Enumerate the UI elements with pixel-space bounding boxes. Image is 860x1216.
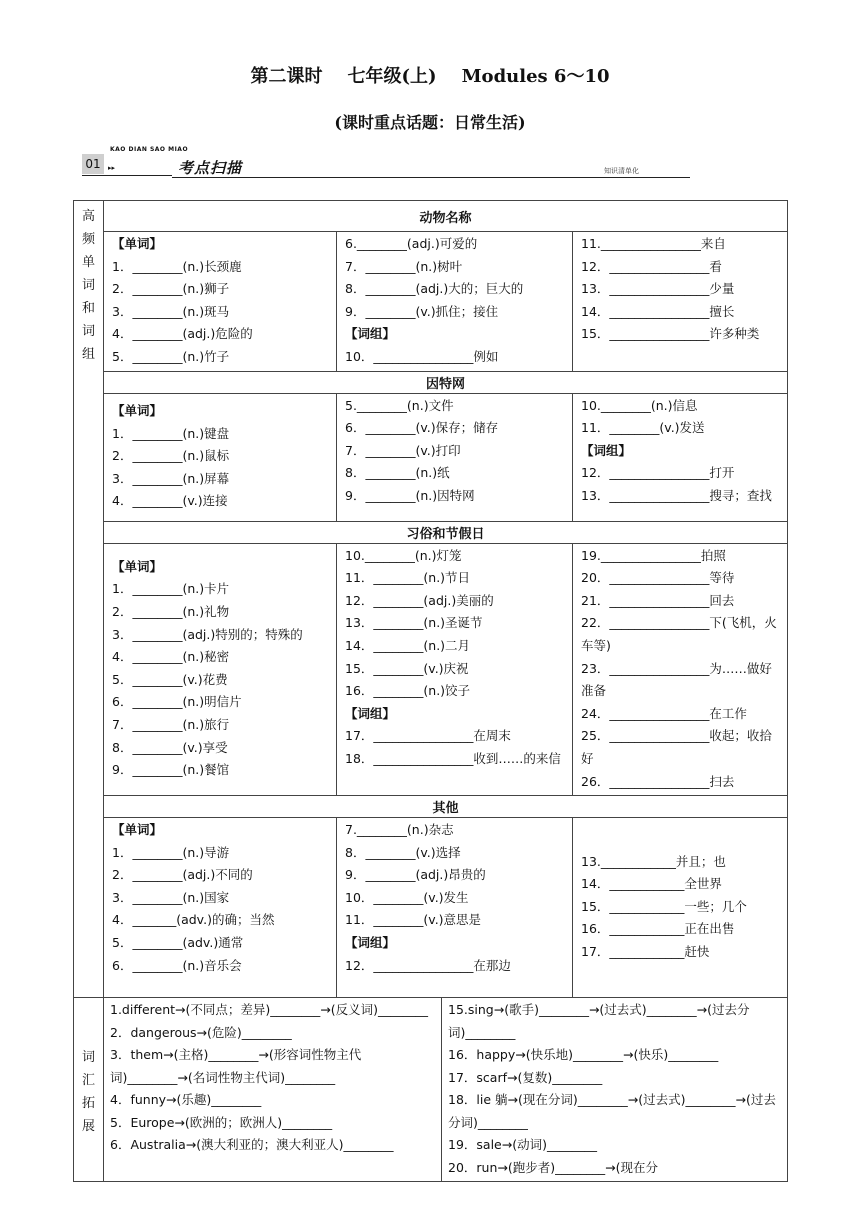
group-label: 【单词】 — [112, 236, 163, 251]
vocab-item: 1．________(n.)导游 — [112, 844, 230, 860]
vocab-item: 12．________________看 — [581, 258, 722, 274]
vocab-item: 11．________(n.)节日 — [345, 570, 471, 586]
vocab-item: 12．________(adj.)美丽的 — [345, 592, 494, 608]
vocab-item: 9．________(adj.)昂贵的 — [345, 867, 486, 883]
vocab-item: 20．________________等待 — [581, 570, 735, 586]
extension-item: 3．them→(主格)________→(形容词性物主代词)________→(名词性物主代词)________ — [110, 1047, 362, 1085]
vocab-item: 5．________(v.)花费 — [112, 671, 228, 687]
vocab-item: 2．________(n.)礼物 — [112, 604, 230, 620]
vocab-item: 10.________(n.)信息 — [581, 397, 698, 413]
vocab-item: 19.________________拍照 — [581, 547, 726, 563]
group-label: 【单词】 — [112, 403, 163, 419]
extension-item: 17．scarf→(复数)________ — [448, 1069, 603, 1085]
vocab-item: 14．____________全世界 — [581, 876, 722, 892]
vocab-item: 2．________(n.)鼠标 — [112, 448, 230, 464]
vocab-item: 10.________(n.)灯笼 — [345, 547, 462, 563]
vocab-item: 13．________________搜寻；查找 — [581, 487, 772, 503]
vocab-item: 11.________________来自 — [581, 236, 726, 251]
group-label: 【词组】 — [581, 442, 632, 458]
vocab-item: 2．________(adj.)不同的 — [112, 867, 253, 883]
section-heading: 其他 — [104, 796, 788, 818]
group-label: 【单词】 — [112, 558, 163, 574]
section-heading: 动物名称 — [104, 201, 788, 232]
vocab-item: 22．________________下(飞机，火车等) — [581, 615, 777, 653]
vocab-item: 9．________(n.)餐馆 — [112, 762, 230, 778]
extension-item: 6．Australia→(澳大利亚的；澳大利亚人)________ — [110, 1137, 394, 1153]
vocab-item: 6．________(n.)音乐会 — [112, 957, 242, 973]
extension-item: 18．lie 躺→(现在分词)________→(过去式)________→(过去分词)________ — [448, 1092, 776, 1130]
group-label: 【词组】 — [345, 326, 396, 342]
vocab-item: 15．________________许多种类 — [581, 326, 760, 342]
vocab-item: 9．________(n.)因特网 — [345, 487, 475, 503]
extension-item: 1.different→(不同点；差异)________→(反义词)________ — [110, 1002, 428, 1018]
vocab-item: 24．________________在工作 — [581, 705, 747, 721]
vocab-table — [73, 200, 788, 1182]
vocab-item: 8．________(adj.)大的；巨大的 — [345, 281, 524, 297]
vocab-item: 7．________(v.)打印 — [345, 442, 461, 458]
extension-item: 4．funny→(乐趣)________ — [110, 1092, 262, 1108]
vocab-item: 14．________________擅长 — [581, 303, 735, 319]
vocab-item: 3．________(n.)屏幕 — [112, 470, 230, 486]
vocab-item: 6．________(v.)保存；储存 — [345, 420, 499, 436]
side-label-extension: 词汇拓展 — [74, 998, 104, 1182]
arrow-icon: ▸▸ — [108, 164, 116, 172]
section-column — [104, 393, 337, 521]
section-column — [573, 543, 788, 796]
section-column — [573, 393, 788, 521]
section-heading: 因特网 — [104, 371, 788, 393]
banner-note: 知识清单化 — [604, 167, 639, 175]
vocab-item: 3．________(n.)斑马 — [112, 303, 230, 319]
section-column — [104, 818, 337, 998]
banner-rule-thick — [82, 175, 172, 176]
vocab-item: 8．________(v.)选择 — [345, 844, 461, 860]
extension-right — [442, 998, 788, 1182]
section-column — [104, 232, 337, 372]
banner-number: 01 — [82, 154, 104, 174]
banner-pinyin: KAO DIAN SAO MIAO — [110, 146, 189, 153]
vocab-item: 12．________________打开 — [581, 465, 735, 481]
section-heading: 习俗和节假日 — [104, 521, 788, 543]
vocab-item: 15．________(v.)庆祝 — [345, 660, 469, 676]
vocab-item: 8．________(n.)纸 — [345, 465, 450, 481]
extension-item: 19．sale→(动词)________ — [448, 1137, 597, 1153]
vocab-item: 14．________(n.)二月 — [345, 637, 471, 653]
vocab-item: 23．________________为……做好准备 — [581, 660, 772, 699]
vocab-item: 2．________(n.)狮子 — [112, 281, 230, 297]
vocab-item: 1．________(n.)键盘 — [112, 425, 230, 441]
section-column — [337, 393, 573, 521]
page-title: 第二课时 七年级(上) Modules 6～10 — [250, 66, 610, 87]
vocab-item: 7．________(n.)树叶 — [345, 258, 463, 274]
group-label: 【词组】 — [345, 705, 396, 721]
vocab-item: 8．________(v.)享受 — [112, 739, 228, 755]
vocab-item: 3．________(n.)国家 — [112, 889, 230, 905]
vocab-item: 17．____________赶快 — [581, 943, 710, 959]
vocab-item: 1．________(n.)卡片 — [112, 581, 230, 597]
section-column — [573, 232, 788, 372]
vocab-item: 7.________(n.)杂志 — [345, 822, 454, 838]
vocab-item: 26．________________扫去 — [581, 773, 735, 789]
vocab-item: 5．________(adv.)通常 — [112, 935, 244, 951]
extension-item: 5．Europe→(欧洲的；欧洲人)________ — [110, 1114, 333, 1130]
vocab-item: 7．________(n.)旅行 — [112, 717, 230, 733]
banner-title: 考点扫描 — [178, 159, 243, 177]
vocab-item: 13．________________少量 — [581, 281, 735, 297]
section-banner — [82, 146, 690, 180]
vocab-item: 3．________(adj.)特别的；特殊的 — [112, 626, 303, 642]
section-column — [573, 818, 788, 998]
vocab-item: 12．________________在那边 — [345, 957, 511, 973]
vocab-item: 5．________(n.)竹子 — [112, 348, 230, 364]
group-label: 【词组】 — [345, 935, 396, 951]
section-column — [337, 232, 573, 372]
vocab-item: 1．________(n.)长颈鹿 — [112, 258, 242, 274]
vocab-item: 5.________(n.)文件 — [345, 397, 454, 413]
banner-rule-thin — [172, 177, 690, 178]
vocab-item: 10．________(v.)发生 — [345, 889, 469, 905]
vocab-item: 11．________(v.)意思是 — [345, 912, 482, 928]
vocab-item: 15．____________一些；几个 — [581, 898, 747, 914]
vocab-item: 18．________________收到……的来信 — [345, 750, 561, 766]
vocab-item: 6．________(n.)明信片 — [112, 694, 242, 710]
vocab-item: 10．________________例如 — [345, 348, 499, 364]
group-label: 【单词】 — [112, 822, 163, 838]
vocab-item: 21．________________回去 — [581, 592, 735, 608]
vocab-item: 11．________(v.)发送 — [581, 420, 705, 436]
section-column — [104, 543, 337, 796]
extension-item: 16．happy→(快乐地)________→(快乐)________ — [448, 1047, 719, 1063]
vocab-item: 13.____________并且；也 — [581, 853, 726, 869]
side-label-vocab: 高频单词和词组 — [74, 201, 104, 998]
vocab-item: 13．________(n.)圣诞节 — [345, 615, 483, 631]
vocab-item: 25．________________收起；收拾好 — [581, 728, 772, 766]
vocab-item: 16．________(n.)饺子 — [345, 683, 471, 699]
vocab-item: 4．________(adj.)危险的 — [112, 326, 253, 342]
extension-item: 2．dangerous→(危险)________ — [110, 1024, 292, 1040]
section-column — [337, 818, 573, 998]
vocab-item: 4．________(v.)连接 — [112, 493, 228, 509]
vocab-item: 4．________(n.)秘密 — [112, 649, 230, 665]
vocab-item: 17．________________在周末 — [345, 728, 511, 744]
vocab-item: 16．____________正在出售 — [581, 921, 735, 937]
vocab-item: 9．________(v.)抓住；接住 — [345, 303, 499, 319]
vocab-item: 6.________(adj.)可爱的 — [345, 236, 478, 251]
vocab-item: 4．_______(adv.)的确；当然 — [112, 912, 275, 928]
extension-item: 15.sing→(歌手)________→(过去式)________→(过去分词)________ — [448, 1002, 750, 1040]
extension-left — [104, 998, 442, 1182]
section-column — [337, 543, 573, 796]
extension-item: 20．run→(跑步者)________→(现在分 — [448, 1159, 658, 1175]
page-subtitle: (课时重点话题：日常生活) — [334, 113, 526, 132]
